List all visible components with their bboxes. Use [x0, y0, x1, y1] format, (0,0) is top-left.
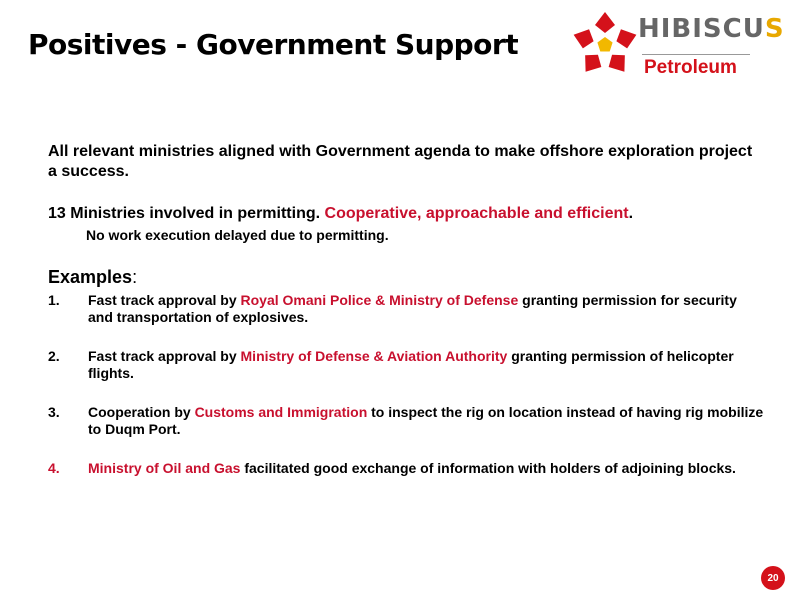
- list-item-post: granting permission for security and transportation of explosives.: [88, 292, 737, 325]
- list-item: [48, 404, 764, 438]
- list-item-post: facilitated good exchange of information with holders of adjoining blocks.: [240, 460, 736, 476]
- ministries-highlight: Cooperative, approachable and efficient: [324, 205, 629, 222]
- list-item-number: 3.: [48, 404, 60, 420]
- list-item-pre: Fast track approval by: [88, 292, 241, 308]
- list-item-highlight: Ministry of Defense & Aviation Authority: [240, 348, 508, 364]
- list-item-number: 4.: [48, 460, 60, 476]
- examples-colon: :: [132, 267, 138, 287]
- permitting-note: No work execution delayed due to permitting.: [86, 227, 389, 243]
- examples-label: Examples: [48, 267, 133, 287]
- logo-divider: [642, 54, 750, 55]
- page-number-badge: 20: [761, 566, 785, 590]
- hibiscus-flower-icon: [572, 10, 642, 80]
- list-item: [48, 460, 764, 477]
- logo-wordmark-main: HIBISCU: [638, 14, 765, 44]
- ministries-lead: 13 Ministries involved in permitting.: [48, 205, 321, 222]
- logo-wordmark-accent: S: [764, 14, 785, 44]
- list-item: [48, 348, 764, 382]
- logo-wordmark-hibiscus: [638, 14, 785, 44]
- list-item-number: 2.: [48, 348, 60, 364]
- ministries-paragraph: [48, 204, 764, 224]
- intro-paragraph: All relevant ministries aligned with Government agenda to make offshore exploration project a success.: [48, 143, 753, 180]
- slide-body: [48, 142, 764, 499]
- list-item-highlight: Ministry of Oil and Gas: [88, 460, 241, 476]
- examples-list: [48, 292, 764, 477]
- list-item-highlight: Royal Omani Police & Ministry of Defense: [240, 292, 519, 308]
- list-item-highlight: Customs and Immigration: [194, 404, 368, 420]
- ministries-tail: .: [628, 205, 634, 222]
- list-item-pre: Fast track approval by: [88, 348, 241, 364]
- list-item-post: granting permission of helicopter flights.: [88, 348, 734, 381]
- examples-heading: [48, 266, 764, 288]
- list-item-number: 1.: [48, 292, 60, 308]
- hibiscus-petroleum-logo: [572, 8, 785, 84]
- list-item-post: to inspect the rig on location instead of having rig mobilize to Duqm Port.: [88, 404, 764, 437]
- slide-title: Positives - Government Support: [28, 28, 519, 61]
- list-item-pre: Cooperation by: [88, 404, 195, 420]
- logo-wordmark-petroleum: Petroleum: [644, 57, 737, 78]
- list-item: [48, 292, 764, 326]
